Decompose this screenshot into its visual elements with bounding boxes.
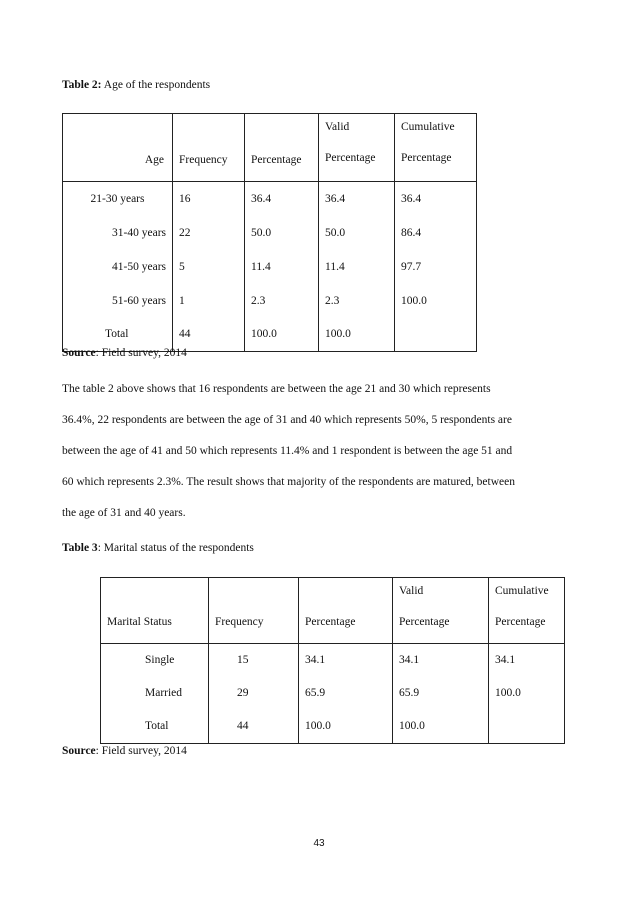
table2-header-valid-line1: Valid <box>325 121 350 133</box>
table2-header-valid-line2: Percentage <box>325 152 376 164</box>
table2-cell-frequency: 5 <box>173 250 245 284</box>
table3-header-cumulative-line2: Percentage <box>495 616 546 628</box>
table3-cell-frequency: 15 <box>209 644 299 677</box>
table3-cell-percentage: 34.1 <box>299 644 393 677</box>
table2-cell-frequency: 44 <box>173 318 245 352</box>
table3-header-marital-status: Marital Status <box>101 578 209 644</box>
table2-header-cumulative <box>395 114 477 182</box>
table2-header-cumulative-line2: Percentage <box>401 152 452 164</box>
table3-caption <box>62 542 254 554</box>
paragraph-line: 36.4%, 22 respondents are between the age of 31 and 40 which represents 50%, 5 respondents are <box>62 414 512 426</box>
table2-source-label: Source <box>62 347 96 359</box>
table3-cell-percentage: 65.9 <box>299 677 393 710</box>
table3-header-percentage: Percentage <box>299 578 393 644</box>
table3-label: Table 3 <box>62 542 98 554</box>
table2-cell-age: 31-40 years <box>63 216 173 250</box>
table2-cell-age: Total <box>63 318 173 352</box>
table3-source-text: : Field survey, 2014 <box>95 745 187 757</box>
table2-cell-percentage: 50.0 <box>245 216 319 250</box>
table2-cell-frequency: 16 <box>173 182 245 216</box>
table2-label: Table 2: <box>62 79 102 91</box>
paragraph-line: the age of 31 and 40 years. <box>62 507 186 519</box>
table3-cell-cumulative: 34.1 <box>489 644 565 677</box>
table2-header-percentage: Percentage <box>245 114 319 182</box>
table3-caption-text: : Marital status of the respondents <box>97 542 254 554</box>
table3-cell-status: Married <box>101 677 209 710</box>
table3-cell-frequency: 44 <box>209 710 299 744</box>
table3-cell-status: Single <box>101 644 209 677</box>
table2-caption <box>62 79 210 91</box>
table2-header-age: Age <box>63 114 173 182</box>
table2-header-frequency: Frequency <box>173 114 245 182</box>
table3-header-valid-line2: Percentage <box>399 616 450 628</box>
table2-cell-valid: 36.4 <box>319 182 395 216</box>
table3-cell-cumulative <box>489 710 565 744</box>
table2-cell-valid: 2.3 <box>319 284 395 318</box>
table3-source <box>62 745 187 757</box>
table3-header-cumulative <box>489 578 565 644</box>
table2-header-cumulative-line1: Cumulative <box>401 121 455 133</box>
table2-cell-percentage: 2.3 <box>245 284 319 318</box>
table2-source-text: : Field survey, 2014 <box>95 347 187 359</box>
table2-cell-valid: 100.0 <box>319 318 395 352</box>
table2-cell-cumulative: 36.4 <box>395 182 477 216</box>
table2-cell-valid: 11.4 <box>319 250 395 284</box>
table3-header-valid <box>393 578 489 644</box>
table-row <box>63 284 477 318</box>
table-row <box>63 216 477 250</box>
table3-cell-cumulative: 100.0 <box>489 677 565 710</box>
table-row <box>63 250 477 284</box>
table2-cell-cumulative: 100.0 <box>395 284 477 318</box>
paragraph-line: The table 2 above shows that 16 respondents are between the age 21 and 30 which represents <box>62 383 491 395</box>
table-row <box>101 710 565 744</box>
table2-cell-cumulative <box>395 318 477 352</box>
table3-cell-frequency: 29 <box>209 677 299 710</box>
table-row <box>63 182 477 216</box>
table-row <box>101 644 565 677</box>
table3-header-frequency: Frequency <box>209 578 299 644</box>
table2 <box>62 113 477 352</box>
body-paragraph <box>62 374 562 529</box>
table3-cell-valid: 34.1 <box>393 644 489 677</box>
table2-cell-frequency: 22 <box>173 216 245 250</box>
table3-cell-percentage: 100.0 <box>299 710 393 744</box>
table3-cell-valid: 65.9 <box>393 677 489 710</box>
table3 <box>100 577 565 744</box>
table3-cell-status: Total <box>101 710 209 744</box>
table2-caption-text: Age of the respondents <box>103 79 211 91</box>
table2-cell-age: 51-60 years <box>63 284 173 318</box>
table3-header-cumulative-line1: Cumulative <box>495 585 549 597</box>
table2-cell-percentage: 100.0 <box>245 318 319 352</box>
paragraph-line: between the age of 41 and 50 which represents 11.4% and 1 respondent is between the age 51 and <box>62 445 513 457</box>
table2-cell-cumulative: 86.4 <box>395 216 477 250</box>
table3-header-valid-line1: Valid <box>399 585 424 597</box>
table2-cell-frequency: 1 <box>173 284 245 318</box>
table3-source-label: Source <box>62 745 96 757</box>
table2-cell-age: 21-30 years <box>63 182 173 216</box>
table2-cell-cumulative: 97.7 <box>395 250 477 284</box>
table2-cell-valid: 50.0 <box>319 216 395 250</box>
table2-header-valid <box>319 114 395 182</box>
paragraph-line: 60 which represents 2.3%. The result shows that majority of the respondents are matured, between <box>62 476 515 488</box>
table2-cell-age: 41-50 years <box>63 250 173 284</box>
table2-cell-percentage: 36.4 <box>245 182 319 216</box>
page-number: 43 <box>313 838 325 849</box>
table2-cell-percentage: 11.4 <box>245 250 319 284</box>
table-row <box>101 677 565 710</box>
table2-source <box>62 347 187 359</box>
table3-cell-valid: 100.0 <box>393 710 489 744</box>
